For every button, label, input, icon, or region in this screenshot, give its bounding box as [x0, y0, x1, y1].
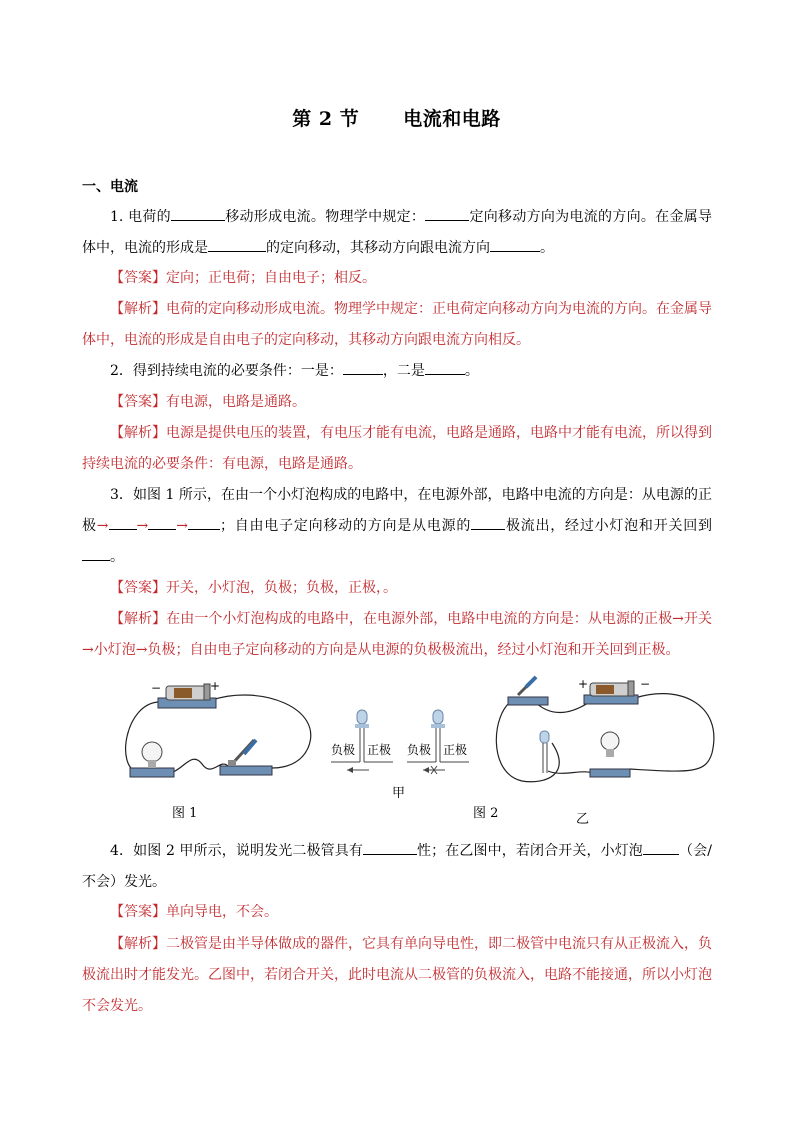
- section-number: 第 2 节: [292, 108, 360, 130]
- answer-1: 【答案】定向；正电荷；自由电子；相反。: [110, 270, 376, 286]
- blank[interactable]: [425, 206, 469, 221]
- analysis-2: 【解析】电源是提供电压的装置，有电压才能有电流，电路是通路，电路中才能有电流，所以得到持续电流的必要条件：有电源，电路是通路。: [82, 425, 712, 472]
- question-2: 2．得到持续电流的必要条件：一是： ，二是 。: [82, 356, 712, 387]
- section-heading: 一、电流: [82, 179, 138, 195]
- analysis-3: 【解析】在由一个小灯泡构成的电路中，在电源外部，电路中电流的方向是：从电源的正极→开关→小灯泡→负极；自由电子定向移动的方向是从电源的负极极流出，经过小灯泡和开关回到正极。: [82, 611, 712, 658]
- figure-2-caption: 图 2: [473, 806, 499, 821]
- answer-4: 【答案】单向导电，不会。: [110, 904, 278, 920]
- figure-2-jia-caption: 甲: [392, 786, 406, 801]
- fig2-minus-label: −: [640, 677, 651, 691]
- question-1: 1. 电荷的 移动形成电流。物理学中规定： 定向移动方向为电流的方向。在金属导体中，电流的形成是 的定向移动，其移动方向跟电流方向 。: [82, 202, 712, 264]
- blank[interactable]: [643, 840, 679, 855]
- jia-neg-label-2: 负极: [407, 743, 432, 757]
- blank[interactable]: [171, 206, 225, 221]
- blank[interactable]: [208, 237, 266, 252]
- jia-pos-label-1: 正极: [367, 743, 392, 757]
- figure-2-yi-circuit: [492, 673, 732, 785]
- blank[interactable]: [109, 515, 137, 530]
- answer-2: 【答案】有电源，电路是通路。: [110, 394, 306, 410]
- figure-2-yi-caption: 乙: [576, 812, 590, 827]
- fig1-minus-label: −: [151, 681, 162, 695]
- blank[interactable]: [188, 515, 220, 530]
- jia-neg-label-1: 负极: [331, 743, 356, 757]
- figure-1-circuit: [120, 678, 320, 788]
- blank[interactable]: [490, 237, 540, 252]
- blank[interactable]: [425, 360, 465, 375]
- blank[interactable]: [148, 515, 176, 530]
- question-4: 4．如图 2 甲所示，说明发光二极管具有 性；在乙图中，若闭合开关，小灯泡 （会/不会）发光。: [82, 836, 712, 898]
- fig1-plus-label: +: [210, 679, 221, 693]
- jia-pos-label-2: 正极: [443, 743, 468, 757]
- figure-1-caption: 图 1: [172, 806, 198, 821]
- blank[interactable]: [471, 515, 505, 530]
- blank[interactable]: [343, 360, 383, 375]
- section-name: 电流和电路: [403, 108, 501, 130]
- page-title: [0, 104, 793, 131]
- question-3: 3．如图 1 所示，在由一个小灯泡构成的电路中，在电源外部，电路中电流的方向是：从电源的正极→ → → ；自由电子定向移动的方向是从电源的 极流出，经过小灯泡和开关回到。: [82, 487, 713, 565]
- blank[interactable]: [363, 840, 417, 855]
- analysis-1: 【解析】电荷的定向移动形成电流。物理学中规定：正电荷定向移动方向为电流的方向。在金属导体中，电流的形成是自由电子的定向移动，其移动方向跟电流方向相反。: [82, 301, 712, 348]
- answer-3: 【答案】开关，小灯泡，负极；负极，正极，。: [110, 580, 397, 596]
- blank[interactable]: [82, 546, 110, 561]
- analysis-4: 【解析】二极管是由半导体做成的器件，它具有单向导电性，即二极管中电流只有从正极流入，负极流出时才能发光。乙图中，若闭合开关，此时电流从二极管的负极流入，电路不能接通，所以小灯泡不会发光。: [82, 936, 712, 1014]
- fig2-plus-label: +: [578, 677, 589, 691]
